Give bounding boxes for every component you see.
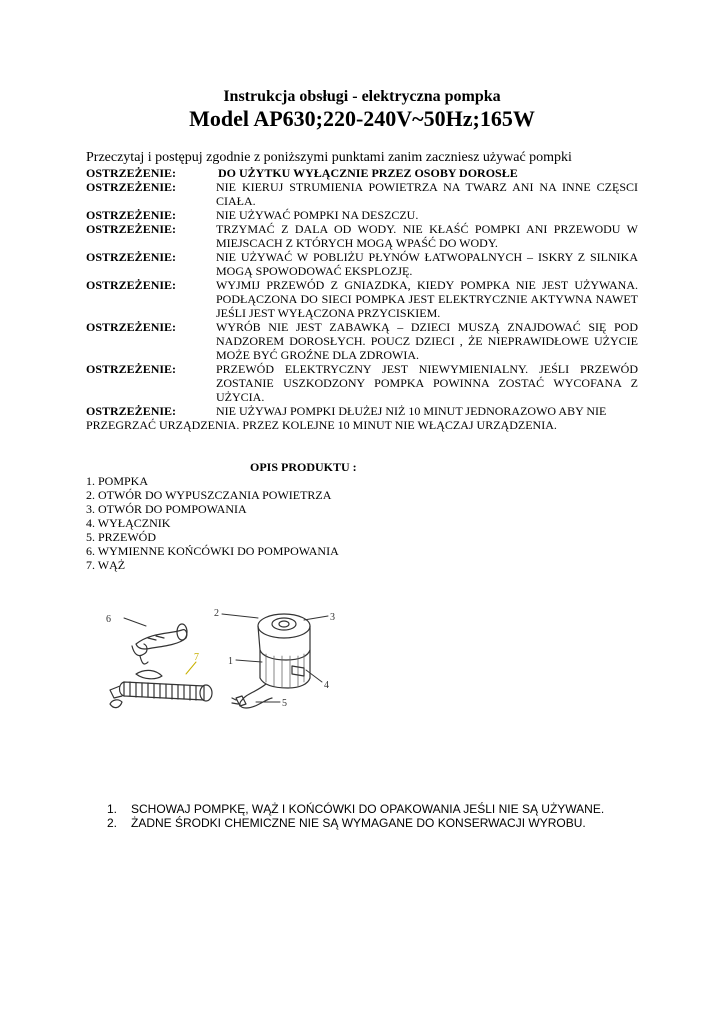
warning-text: NIE KIERUJ STRUMIENIA POWIETRZA NA TWARZ ANI NA INNE CZĘSCI CIAŁA.: [216, 180, 638, 208]
warning-label: OSTRZEŻENIE:: [86, 250, 177, 264]
warning-row: [86, 362, 638, 404]
list-item: [107, 802, 604, 816]
warning-label: OSTRZEŻENIE:: [86, 278, 177, 292]
warning-text: WYJMIJ PRZEWÓD Z GNIAZDKA, KIEDY POMPKA NIE JEST UŻYWANA. PODŁĄCZONA DO SIECI POMPKA JEST ELEKTRYCZNIE AKTYWNA NAWET JEŚLI JEST WYŁĄCZONA PRZYCISKIEM.: [216, 278, 638, 320]
list-item: 4. WYŁĄCZNIK: [86, 516, 171, 530]
nozzle-attachments-drawing: [132, 624, 187, 664]
warning-label: OSTRZEŻENIE:: [86, 180, 177, 194]
warnings-list: [86, 166, 638, 432]
note-text: ŻADNE ŚRODKI CHEMICZNE NIE SĄ WYMAGANE DO KONSERWACJI WYROBU.: [131, 816, 586, 830]
warning-row: [86, 250, 638, 278]
callout-lines: [124, 614, 328, 702]
warning-label: OSTRZEŻENIE:: [86, 208, 177, 222]
callout-7: 7: [194, 652, 199, 663]
warning-label: OSTRZEŻENIE:: [86, 222, 177, 236]
parts-list: [86, 474, 346, 572]
warning-row: [86, 320, 638, 362]
warning-label: OSTRZEŻENIE:: [86, 166, 177, 180]
callout-2: 2: [214, 608, 219, 619]
warning-row: [86, 208, 638, 222]
note-number: 1.: [107, 802, 118, 816]
warning-label: OSTRZEŻENIE:: [86, 404, 177, 418]
pump-drawing: [258, 614, 310, 688]
warning-row: [86, 180, 638, 208]
product-description-title: OPIS PRODUKTU :: [250, 460, 357, 474]
list-item: 5. PRZEWÓD: [86, 530, 156, 544]
notes-list: [107, 802, 604, 830]
warning-label: OSTRZEŻENIE:: [86, 362, 177, 376]
product-diagram: [96, 604, 346, 716]
model-title: Model AP630;220-240V~50Hz;165W: [189, 106, 535, 131]
warning-text: NIE UŻYWAJ POMPKI DŁUŻEJ NIŻ 10 MINUT JEDNORAZOWO ABY NIE PRZEGRZAĆ URZĄDZENIA. PRZEZ KOLEJNE 10 MINUT NIE WŁĄCZAJ URZĄDZENIA.: [86, 404, 607, 432]
warning-text: PRZEWÓD ELEKTRYCZNY JEST NIEWYMIENIALNY. JEŚLI PRZEWÓD ZOSTANIE USZKODZONY POMPKA POWINNA ZOSTAĆ WYCOFANA Z UŻYCIA.: [216, 362, 638, 404]
callout-6: 6: [106, 614, 111, 625]
warning-row: [86, 278, 638, 320]
warning-label: OSTRZEŻENIE:: [86, 320, 177, 334]
callout-4: 4: [324, 680, 329, 691]
document-title: Instrukcja obsługi - elektryczna pompka: [223, 88, 501, 105]
list-item: 3. OTWÓR DO POMPOWANIA: [86, 502, 247, 516]
warning-row: [86, 404, 638, 432]
warning-text: DO UŻYTKU WYŁĄCZNIE PRZEZ OSOBY DOROSŁE: [218, 166, 518, 180]
intro-text: Przeczytaj i postępuj zgodnie z poniższymi punktami zanim zaczniesz używać pompki: [86, 150, 572, 165]
callout-1: 1: [228, 656, 233, 667]
warning-text: NIE UŻYWAĆ W POBLIŻU PŁYNÓW ŁATWOPALNYCH – ISKRY Z SILNIKA MOGĄ SPOWODOWAĆ EKSPLOZJĘ.: [216, 250, 638, 278]
note-text: SCHOWAJ POMPKĘ, WĄŻ I KOŃCÓWKI DO OPAKOWANIA JEŚLI NIE SĄ UŻYWANE.: [131, 802, 605, 816]
warning-row: [86, 166, 638, 180]
list-item: 1. POMPKA: [86, 474, 149, 488]
hose-drawing: [110, 670, 212, 707]
list-item: 2. OTWÓR DO WYPUSZCZANIA POWIETRZA: [86, 488, 332, 502]
callout-5: 5: [282, 698, 287, 709]
warning-text: NIE UŻYWAĆ POMPKI NA DESZCZU.: [216, 208, 419, 222]
power-cord-drawing: [232, 684, 272, 708]
warning-text: TRZYMAĆ Z DALA OD WODY. NIE KŁAŚĆ POMPKI ANI PRZEWODU W MIEJSCACH Z KTÓRYCH MOGĄ WPAŚĆ DO WODY.: [216, 222, 638, 250]
list-item: [107, 816, 604, 830]
list-item: 6. WYMIENNE KOŃCÓWKI DO POMPOWANIA: [86, 544, 339, 558]
warning-row: [86, 222, 638, 250]
warning-text: WYRÓB NIE JEST ZABAWKĄ – DZIECI MUSZĄ ZNAJDOWAĆ SIĘ POD NADZOREM DOROSŁYCH. POUCZ DZIECI , ŻE NIEPRAWIDŁOWE UŻYCIE MOŻE BYĆ GROŹNE DLA ZDROWIA.: [216, 320, 638, 362]
list-item: 7. WĄŻ: [86, 558, 126, 572]
callout-3: 3: [330, 612, 335, 623]
note-number: 2.: [107, 816, 118, 830]
